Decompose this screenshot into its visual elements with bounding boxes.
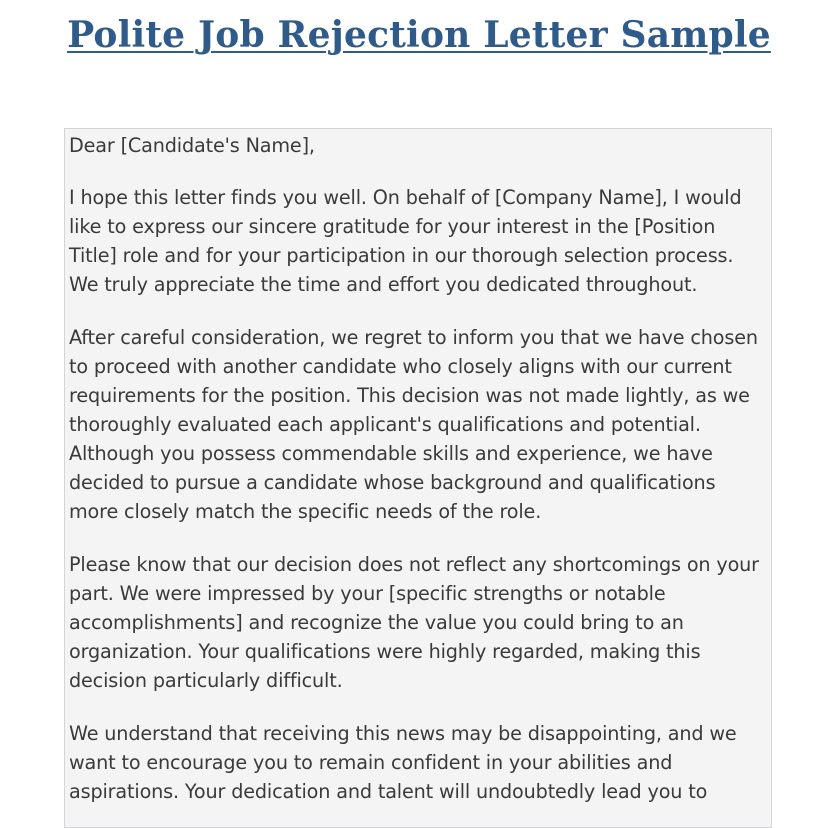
letter-paragraph-2: After careful consideration, we regret to inform you that we have chosen to proceed with another candidate who closely aligns with our current requirements for the position. This decision was not made lightly, as we thoroughly evaluated each applicant's qualifications and potential. Although you possess commendable skills and experience, we have decided to pursue a candidate whose background and qualifications more closely match the specific needs of the role. bbox=[69, 326, 758, 523]
letter-salutation: Dear [Candidate's Name], bbox=[69, 134, 315, 157]
page-title-container bbox=[0, 14, 838, 56]
letter-paragraph-4: We understand that receiving this news may be disappointing, and we want to encourage you to remain confident in your abilities and aspirations. Your dedication and talent will undoubtedly lead you to bbox=[69, 722, 737, 803]
letter-paragraph-1: I hope this letter finds you well. On behalf of [Company Name], I would like to express our sincere gratitude for your interest in the [Position Title] role and for your participation in our thorough selection process. We truly appreciate the time and effort you dedicated throughout. bbox=[69, 186, 742, 296]
letter-paragraph-3: Please know that our decision does not reflect any shortcomings on your part. We were impressed by your [specific strengths or notable accomplishments] and recognize the value you could bring to an organization. Your qualifications were highly regarded, making this decision particularly difficult. bbox=[69, 553, 759, 692]
letter-body bbox=[64, 128, 772, 828]
page-title: Polite Job Rejection Letter Sample bbox=[67, 14, 771, 56]
